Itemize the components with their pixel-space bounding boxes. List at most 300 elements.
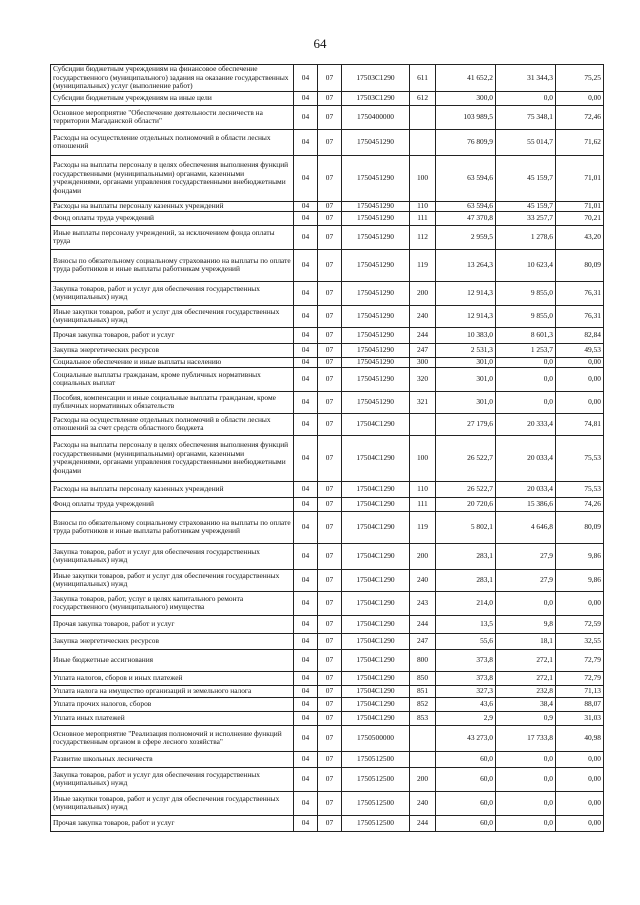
row-execution-percent: 75,53: [556, 481, 604, 497]
row-section: 04: [294, 511, 318, 543]
row-section: 04: [294, 249, 318, 281]
row-executed-amount: 9 855,0: [496, 305, 556, 327]
row-executed-amount: 0,0: [496, 751, 556, 767]
row-expense-type: 243: [410, 591, 436, 615]
row-planned-amount: 60,0: [436, 815, 496, 831]
row-expense-type: 320: [410, 367, 436, 391]
row-planned-amount: 283,1: [436, 543, 496, 569]
row-section: 04: [294, 569, 318, 591]
table-row: [51, 685, 604, 697]
row-name: Расходы на осуществление отдельных полномочий в области лесных отношений за счет средств областного бюджета: [51, 413, 294, 435]
row-executed-amount: 0,0: [496, 357, 556, 367]
row-name: Прочая закупка товаров, работ и услуг: [51, 815, 294, 831]
row-planned-amount: 301,0: [436, 357, 496, 367]
row-planned-amount: 12 914,3: [436, 305, 496, 327]
table-row: [51, 815, 604, 831]
row-expense-type: 111: [410, 211, 436, 225]
row-planned-amount: 373,8: [436, 671, 496, 685]
row-target-code: 1750451290: [342, 305, 410, 327]
row-subsection: 07: [318, 225, 342, 249]
row-execution-percent: 49,53: [556, 343, 604, 357]
row-subsection: 07: [318, 791, 342, 815]
row-executed-amount: 0,0: [496, 767, 556, 791]
row-execution-percent: 43,20: [556, 225, 604, 249]
row-execution-percent: 71,13: [556, 685, 604, 697]
row-subsection: 07: [318, 435, 342, 481]
row-execution-percent: 74,81: [556, 413, 604, 435]
row-execution-percent: 0,00: [556, 767, 604, 791]
row-executed-amount: 17 733,8: [496, 725, 556, 751]
row-section: 04: [294, 697, 318, 711]
budget-table-body: [51, 65, 604, 832]
row-execution-percent: 0,00: [556, 815, 604, 831]
row-subsection: 07: [318, 129, 342, 155]
row-section: 04: [294, 815, 318, 831]
row-expense-type: 247: [410, 633, 436, 649]
row-planned-amount: 63 594,6: [436, 155, 496, 201]
row-section: 04: [294, 105, 318, 129]
row-target-code: 1750451290: [342, 249, 410, 281]
row-planned-amount: 13,5: [436, 615, 496, 633]
row-target-code: 1750451290: [342, 211, 410, 225]
row-planned-amount: 60,0: [436, 767, 496, 791]
row-section: 04: [294, 671, 318, 685]
row-target-code: 1750451290: [342, 129, 410, 155]
row-name: Основное мероприятие "Реализация полномочий и исполнение функций государственным органом в сфере лесного хозяйства": [51, 725, 294, 751]
row-section: 04: [294, 305, 318, 327]
row-name: Прочая закупка товаров, работ и услуг: [51, 327, 294, 343]
table-row: [51, 327, 604, 343]
row-name: Закупка товаров, работ и услуг для обеспечения государственных (муниципальных) нужд: [51, 767, 294, 791]
row-execution-percent: 0,00: [556, 791, 604, 815]
row-executed-amount: 10 623,4: [496, 249, 556, 281]
row-expense-type: 110: [410, 481, 436, 497]
row-planned-amount: 55,6: [436, 633, 496, 649]
table-row: [51, 671, 604, 685]
row-name: Расходы на выплаты персоналу казенных учреждений: [51, 481, 294, 497]
row-section: 04: [294, 225, 318, 249]
table-row: [51, 391, 604, 413]
row-executed-amount: 45 159,7: [496, 201, 556, 211]
row-execution-percent: 0,00: [556, 591, 604, 615]
row-subsection: 07: [318, 391, 342, 413]
row-execution-percent: 72,79: [556, 649, 604, 671]
row-section: 04: [294, 543, 318, 569]
row-target-code: 1750512500: [342, 791, 410, 815]
row-name: Прочая закупка товаров, работ и услуг: [51, 615, 294, 633]
row-section: 04: [294, 343, 318, 357]
row-expense-type: [410, 129, 436, 155]
row-name: Социальное обеспечение и иные выплаты населению: [51, 357, 294, 367]
row-expense-type: 111: [410, 497, 436, 511]
row-execution-percent: 74,26: [556, 497, 604, 511]
row-executed-amount: 38,4: [496, 697, 556, 711]
row-planned-amount: 214,0: [436, 591, 496, 615]
row-planned-amount: 26 522,7: [436, 435, 496, 481]
row-executed-amount: 20 333,4: [496, 413, 556, 435]
row-section: 04: [294, 497, 318, 511]
row-expense-type: 110: [410, 201, 436, 211]
row-executed-amount: 8 601,3: [496, 327, 556, 343]
row-planned-amount: 13 264,3: [436, 249, 496, 281]
row-subsection: 07: [318, 591, 342, 615]
row-expense-type: 612: [410, 91, 436, 105]
row-target-code: 17504С1290: [342, 435, 410, 481]
table-row: [51, 569, 604, 591]
row-target-code: 17504С1290: [342, 671, 410, 685]
table-row: [51, 225, 604, 249]
row-execution-percent: 80,09: [556, 511, 604, 543]
row-planned-amount: 10 383,0: [436, 327, 496, 343]
row-execution-percent: 80,09: [556, 249, 604, 281]
row-expense-type: 244: [410, 615, 436, 633]
row-expense-type: 119: [410, 249, 436, 281]
table-row: [51, 497, 604, 511]
row-section: 04: [294, 685, 318, 697]
row-execution-percent: 82,84: [556, 327, 604, 343]
row-section: 04: [294, 767, 318, 791]
row-target-code: 1750512500: [342, 751, 410, 767]
table-row: [51, 767, 604, 791]
row-section: 04: [294, 711, 318, 725]
row-name: Уплата иных платежей: [51, 711, 294, 725]
row-name: Развитие школьных лесничеств: [51, 751, 294, 767]
row-name: Расходы на выплаты персоналу в целях обеспечения выполнения функций государственными (муниципальными) органами, казенными учреждениями, органами управления государственными внебюджетными фондами: [51, 155, 294, 201]
row-expense-type: [410, 413, 436, 435]
row-name: Закупка товаров, работ и услуг для обеспечения государственных (муниципальных) нужд: [51, 543, 294, 569]
row-execution-percent: 71,62: [556, 129, 604, 155]
table-row: [51, 615, 604, 633]
row-executed-amount: 0,0: [496, 591, 556, 615]
row-execution-percent: 0,00: [556, 357, 604, 367]
row-subsection: 07: [318, 725, 342, 751]
row-executed-amount: 0,0: [496, 391, 556, 413]
table-row: [51, 357, 604, 367]
row-section: 04: [294, 211, 318, 225]
row-section: 04: [294, 615, 318, 633]
row-name: Расходы на осуществление отдельных полномочий в области лесных отношений: [51, 129, 294, 155]
row-name: Иные закупки товаров, работ и услуг для обеспечения государственных (муниципальных) нужд: [51, 305, 294, 327]
row-subsection: 07: [318, 211, 342, 225]
row-target-code: 1750451290: [342, 357, 410, 367]
row-subsection: 07: [318, 91, 342, 105]
row-executed-amount: 27,9: [496, 543, 556, 569]
row-target-code: 1750451290: [342, 327, 410, 343]
row-subsection: 07: [318, 751, 342, 767]
row-section: 04: [294, 201, 318, 211]
row-subsection: 07: [318, 155, 342, 201]
table-row: [51, 201, 604, 211]
table-row: [51, 591, 604, 615]
row-executed-amount: 75 348,1: [496, 105, 556, 129]
row-expense-type: 850: [410, 671, 436, 685]
row-expense-type: 240: [410, 569, 436, 591]
row-section: 04: [294, 413, 318, 435]
row-name: Взносы по обязательному социальному страхованию на выплаты по оплате труда работников и иные выплаты работникам учреждений: [51, 511, 294, 543]
row-subsection: 07: [318, 327, 342, 343]
row-planned-amount: 2,9: [436, 711, 496, 725]
row-executed-amount: 272,1: [496, 649, 556, 671]
table-row: [51, 91, 604, 105]
row-section: 04: [294, 391, 318, 413]
row-name: Иные закупки товаров, работ и услуг для обеспечения государственных (муниципальных) нужд: [51, 791, 294, 815]
row-executed-amount: 9,8: [496, 615, 556, 633]
row-section: 04: [294, 65, 318, 92]
row-section: 04: [294, 751, 318, 767]
row-section: 04: [294, 91, 318, 105]
row-expense-type: 100: [410, 435, 436, 481]
table-row: [51, 211, 604, 225]
row-target-code: 17504С1290: [342, 649, 410, 671]
row-executed-amount: 272,1: [496, 671, 556, 685]
row-executed-amount: 45 159,7: [496, 155, 556, 201]
row-section: 04: [294, 129, 318, 155]
row-subsection: 07: [318, 413, 342, 435]
row-section: 04: [294, 155, 318, 201]
row-planned-amount: 47 370,8: [436, 211, 496, 225]
row-subsection: 07: [318, 65, 342, 92]
row-execution-percent: 9,86: [556, 543, 604, 569]
row-name: Фонд оплаты труда учреждений: [51, 211, 294, 225]
row-target-code: 17504С1290: [342, 543, 410, 569]
row-executed-amount: 27,9: [496, 569, 556, 591]
row-name: Расходы на выплаты персоналу в целях обеспечения выполнения функций государственными (муниципальными) органами, казенными учреждениями, органами управления государственными внебюджетными фондами: [51, 435, 294, 481]
row-execution-percent: 75,25: [556, 65, 604, 92]
table-row: [51, 155, 604, 201]
row-subsection: 07: [318, 615, 342, 633]
row-target-code: 1750400000: [342, 105, 410, 129]
row-executed-amount: 33 257,7: [496, 211, 556, 225]
row-execution-percent: 0,00: [556, 91, 604, 105]
row-expense-type: 244: [410, 327, 436, 343]
row-subsection: 07: [318, 481, 342, 497]
row-expense-type: 321: [410, 391, 436, 413]
row-expense-type: 800: [410, 649, 436, 671]
row-section: 04: [294, 591, 318, 615]
row-target-code: 1750451290: [342, 391, 410, 413]
row-executed-amount: 0,0: [496, 91, 556, 105]
row-target-code: 1750451290: [342, 343, 410, 357]
row-execution-percent: 72,46: [556, 105, 604, 129]
table-row: [51, 249, 604, 281]
table-row: [51, 65, 604, 92]
row-planned-amount: 26 522,7: [436, 481, 496, 497]
row-target-code: 1750500000: [342, 725, 410, 751]
row-planned-amount: 43 273,0: [436, 725, 496, 751]
row-expense-type: 200: [410, 281, 436, 305]
row-section: 04: [294, 327, 318, 343]
row-target-code: 1750451290: [342, 281, 410, 305]
row-planned-amount: 60,0: [436, 791, 496, 815]
row-planned-amount: 60,0: [436, 751, 496, 767]
row-expense-type: 112: [410, 225, 436, 249]
row-subsection: 07: [318, 249, 342, 281]
row-name: Уплата налогов, сборов и иных платежей: [51, 671, 294, 685]
row-subsection: 07: [318, 671, 342, 685]
row-planned-amount: 300,0: [436, 91, 496, 105]
row-executed-amount: 20 033,4: [496, 481, 556, 497]
row-expense-type: 240: [410, 305, 436, 327]
row-name: Пособия, компенсации и иные социальные выплаты гражданам, кроме публичных нормативных обязательств: [51, 391, 294, 413]
row-section: 04: [294, 725, 318, 751]
row-subsection: 07: [318, 281, 342, 305]
row-expense-type: 611: [410, 65, 436, 92]
table-row: [51, 281, 604, 305]
row-planned-amount: 76 809,9: [436, 129, 496, 155]
row-execution-percent: 32,55: [556, 633, 604, 649]
row-expense-type: 240: [410, 791, 436, 815]
row-execution-percent: 40,98: [556, 725, 604, 751]
row-planned-amount: 2 531,3: [436, 343, 496, 357]
row-target-code: 1750451290: [342, 201, 410, 211]
row-planned-amount: 12 914,3: [436, 281, 496, 305]
page-number: 64: [313, 36, 327, 51]
row-executed-amount: 55 014,7: [496, 129, 556, 155]
row-name: Закупка энергетических ресурсов: [51, 343, 294, 357]
row-execution-percent: 71,01: [556, 201, 604, 211]
row-execution-percent: 76,31: [556, 305, 604, 327]
row-execution-percent: 0,00: [556, 367, 604, 391]
row-target-code: 17504С1290: [342, 591, 410, 615]
row-name: Социальные выплаты гражданам, кроме публичных нормативных социальных выплат: [51, 367, 294, 391]
table-row: [51, 725, 604, 751]
row-target-code: 17504С1290: [342, 633, 410, 649]
row-planned-amount: 5 802,1: [436, 511, 496, 543]
row-subsection: 07: [318, 343, 342, 357]
row-name: Основное мероприятие "Обеспечение деятельности лесничеств на территории Магаданской области": [51, 105, 294, 129]
table-row: [51, 129, 604, 155]
row-executed-amount: 1 278,6: [496, 225, 556, 249]
row-planned-amount: 327,3: [436, 685, 496, 697]
table-row: [51, 791, 604, 815]
row-target-code: 1750451290: [342, 155, 410, 201]
row-name: Фонд оплаты труда учреждений: [51, 497, 294, 511]
row-target-code: 17504С1290: [342, 711, 410, 725]
row-subsection: 07: [318, 569, 342, 591]
row-expense-type: 853: [410, 711, 436, 725]
row-section: 04: [294, 281, 318, 305]
row-subsection: 07: [318, 543, 342, 569]
row-target-code: 1750512500: [342, 767, 410, 791]
row-name: Иные выплаты персоналу учреждений, за исключением фонда оплаты труда: [51, 225, 294, 249]
row-name: Субсидии бюджетным учреждениям на иные цели: [51, 91, 294, 105]
row-expense-type: 247: [410, 343, 436, 357]
row-subsection: 07: [318, 105, 342, 129]
row-target-code: 17504С1290: [342, 569, 410, 591]
row-planned-amount: 103 989,5: [436, 105, 496, 129]
row-name: Закупка энергетических ресурсов: [51, 633, 294, 649]
row-executed-amount: 9 855,0: [496, 281, 556, 305]
row-planned-amount: 63 594,6: [436, 201, 496, 211]
row-expense-type: [410, 105, 436, 129]
table-row: [51, 543, 604, 569]
row-executed-amount: 15 386,6: [496, 497, 556, 511]
row-subsection: 07: [318, 511, 342, 543]
row-section: 04: [294, 357, 318, 367]
row-target-code: 17504С1290: [342, 615, 410, 633]
row-expense-type: 119: [410, 511, 436, 543]
row-planned-amount: 2 959,5: [436, 225, 496, 249]
row-planned-amount: 20 720,6: [436, 497, 496, 511]
row-executed-amount: 1 253,7: [496, 343, 556, 357]
row-name: Уплата налога на имущество организаций и земельного налога: [51, 685, 294, 697]
row-subsection: 07: [318, 305, 342, 327]
row-execution-percent: 75,53: [556, 435, 604, 481]
row-executed-amount: 232,8: [496, 685, 556, 697]
table-row: [51, 697, 604, 711]
row-execution-percent: 72,79: [556, 671, 604, 685]
table-row: [51, 711, 604, 725]
row-subsection: 07: [318, 815, 342, 831]
table-row: [51, 633, 604, 649]
row-section: 04: [294, 791, 318, 815]
row-executed-amount: 0,0: [496, 791, 556, 815]
table-row: [51, 481, 604, 497]
row-target-code: 17504С1290: [342, 685, 410, 697]
row-name: Расходы на выплаты персоналу казенных учреждений: [51, 201, 294, 211]
row-planned-amount: 301,0: [436, 391, 496, 413]
row-executed-amount: 0,0: [496, 815, 556, 831]
row-expense-type: 851: [410, 685, 436, 697]
row-subsection: 07: [318, 767, 342, 791]
table-row: [51, 413, 604, 435]
row-execution-percent: 88,07: [556, 697, 604, 711]
row-section: 04: [294, 367, 318, 391]
row-subsection: 07: [318, 201, 342, 211]
row-expense-type: 100: [410, 155, 436, 201]
row-planned-amount: 301,0: [436, 367, 496, 391]
row-target-code: 1750512500: [342, 815, 410, 831]
table-row: [51, 649, 604, 671]
row-expense-type: 244: [410, 815, 436, 831]
table-row: [51, 343, 604, 357]
row-name: Иные закупки товаров, работ и услуг для обеспечения государственных (муниципальных) нужд: [51, 569, 294, 591]
budget-table: [50, 64, 604, 832]
row-section: 04: [294, 649, 318, 671]
table-row: [51, 751, 604, 767]
row-execution-percent: 9,86: [556, 569, 604, 591]
row-section: 04: [294, 633, 318, 649]
row-executed-amount: 18,1: [496, 633, 556, 649]
row-name: Иные бюджетные ассигнования: [51, 649, 294, 671]
row-expense-type: [410, 725, 436, 751]
row-subsection: 07: [318, 697, 342, 711]
row-execution-percent: 71,01: [556, 155, 604, 201]
table-row: [51, 305, 604, 327]
row-executed-amount: 0,9: [496, 711, 556, 725]
row-subsection: 07: [318, 649, 342, 671]
row-planned-amount: 283,1: [436, 569, 496, 591]
row-section: 04: [294, 435, 318, 481]
table-row: [51, 105, 604, 129]
row-subsection: 07: [318, 357, 342, 367]
row-subsection: 07: [318, 497, 342, 511]
row-name: Закупка товаров, работ, услуг в целях капитального ремонта государственного (муниципального) имущества: [51, 591, 294, 615]
row-execution-percent: 70,21: [556, 211, 604, 225]
row-name: Взносы по обязательному социальному страхованию на выплаты по оплате труда работников и иные выплаты работникам учреждений: [51, 249, 294, 281]
row-target-code: 17503С1290: [342, 65, 410, 92]
row-target-code: 17504С1290: [342, 497, 410, 511]
row-target-code: 17504С1290: [342, 413, 410, 435]
row-target-code: 17504С1290: [342, 481, 410, 497]
row-execution-percent: 0,00: [556, 751, 604, 767]
row-target-code: 1750451290: [342, 367, 410, 391]
row-executed-amount: 20 033,4: [496, 435, 556, 481]
table-row: [51, 435, 604, 481]
row-executed-amount: 4 646,8: [496, 511, 556, 543]
row-subsection: 07: [318, 367, 342, 391]
row-execution-percent: 72,59: [556, 615, 604, 633]
